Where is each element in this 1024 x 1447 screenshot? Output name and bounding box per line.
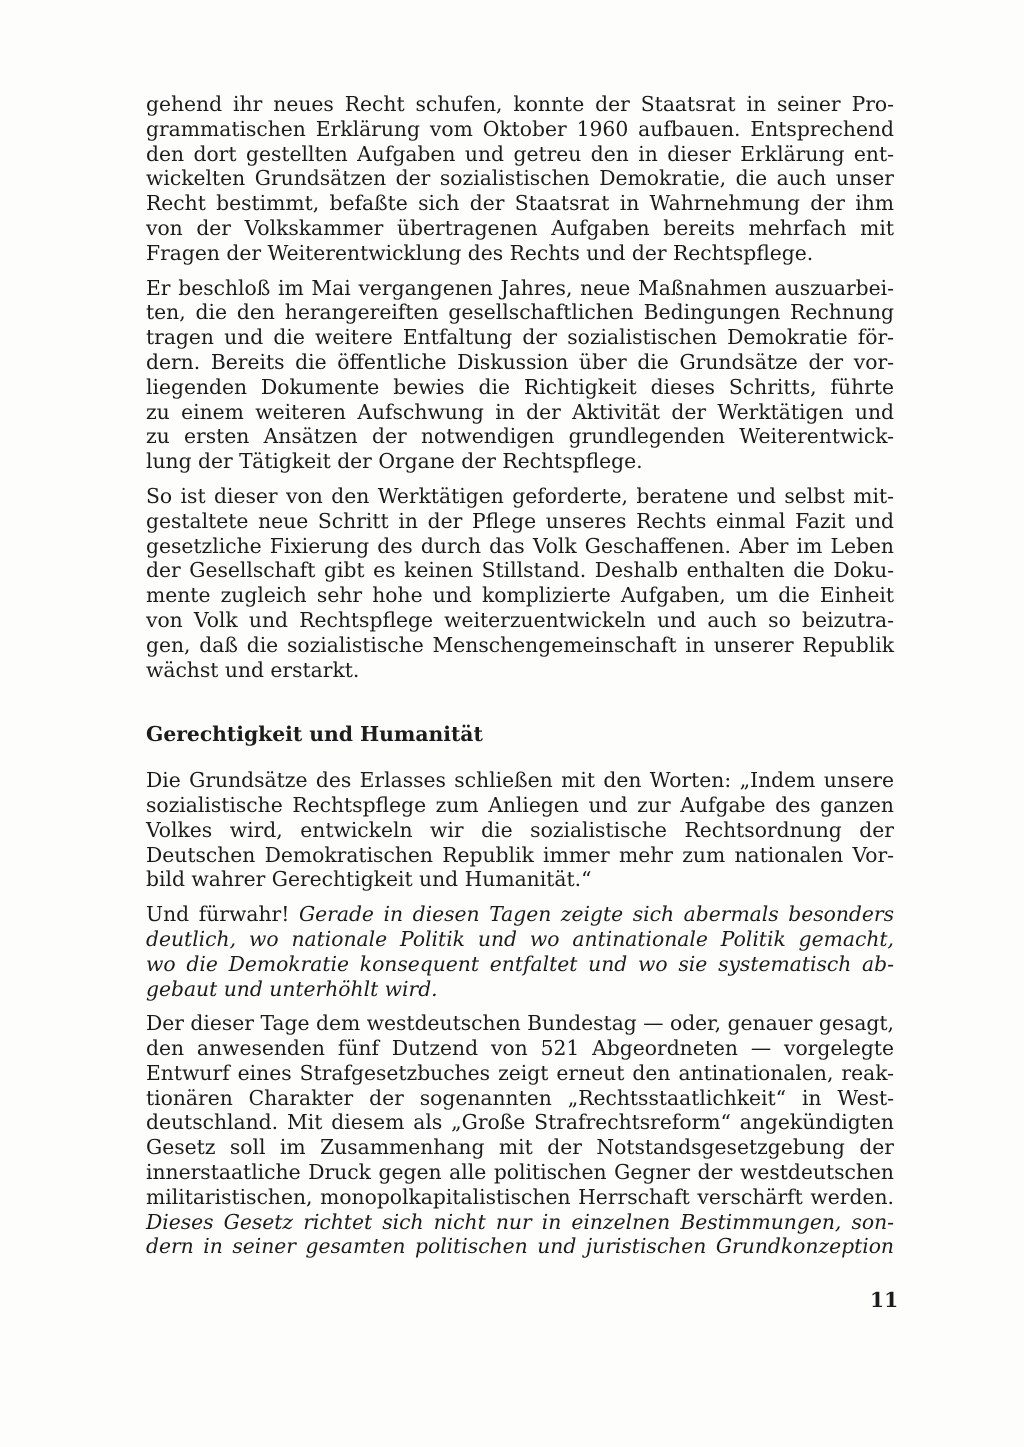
section-gap <box>146 682 894 722</box>
text-line: wo die Demokratie konsequent entfaltet und wo sie systematisch ab- <box>146 951 894 976</box>
paragraph <box>146 902 894 1001</box>
paragraph <box>146 1011 894 1259</box>
italic-text: Gerade in diesen Tagen zeigte sich abermals besonders <box>298 902 895 927</box>
text-line: ten, die den herangereiften gesellschaftlichen Bedingungen Rechnung <box>146 300 894 325</box>
text-line: gebaut und unterhöhlt wird. <box>146 976 438 1001</box>
text-line: lung der Tätigkeit der Organe der Rechtspflege. <box>146 449 643 474</box>
text-line: den dort gestellten Aufgaben und getreu den in dieser Erklärung ent- <box>146 141 894 166</box>
text-line: der Gesellschaft gibt es keinen Stillstand. Deshalb enthalten die Doku- <box>146 558 894 583</box>
text-line: zu ersten Ansätzen der notwendigen grundlegenden Weiterentwick- <box>146 424 894 449</box>
plain-text: Und fürwahr! <box>146 902 299 927</box>
text-line: Recht bestimmt, befaßte sich der Staatsrat in Wahrnehmung der ihm <box>146 191 894 216</box>
text-line: innerstaatliche Druck gegen alle politischen Gegner der westdeutschen <box>146 1160 894 1185</box>
paragraph <box>146 92 894 266</box>
paragraph <box>146 484 894 682</box>
paragraph-gap <box>146 474 894 484</box>
text-line: bild wahrer Gerechtigkeit und Humanität.“ <box>146 867 592 892</box>
paragraph <box>146 768 894 892</box>
text-line: sozialistische Rechtspflege zum Anliegen und zur Aufgabe des ganzen <box>146 792 894 817</box>
text-line: deutschland. Mit diesem als „Große Strafrechtsreform“ angekündigten <box>146 1110 894 1135</box>
text-line: Fragen der Weiterentwicklung des Rechts und der Rechtspflege. <box>146 240 814 265</box>
section-heading: Gerechtigkeit und Humanität <box>146 722 483 747</box>
text-line: deutlich, wo nationale Politik und wo antinationale Politik gemacht, <box>146 926 894 951</box>
text-line: gen, daß die sozialistische Menschengemeinschaft in unserer Republik <box>146 632 894 657</box>
text-line: liegenden Dokumente bewies die Richtigkeit dieses Schritts, führte <box>146 374 894 399</box>
text-line: Er beschloß im Mai vergangenen Jahres, neue Maßnahmen auszuarbei- <box>146 275 894 300</box>
text-line: gestaltete neue Schritt in der Pflege unseres Rechts einmal Fazit und <box>146 508 894 533</box>
text-line: Entwurf eines Strafgesetzbuches zeigt erneut den antinationalen, reak- <box>146 1060 894 1085</box>
text-line: dern. Bereits die öffentliche Diskussion über die Grundsätze der vor- <box>146 349 894 374</box>
text-line: wächst und erstarkt. <box>146 657 360 682</box>
paragraph-gap <box>146 1001 894 1011</box>
text-line: militaristischen, monopolkapitalistischen Herrschaft verschärft werden. <box>146 1184 894 1209</box>
paragraph-gap <box>146 266 894 276</box>
text-line: tragen und die weitere Entfaltung der sozialistischen Demokratie för- <box>146 325 894 350</box>
text-line <box>146 902 894 927</box>
text-line: Der dieser Tage dem westdeutschen Bundestag — oder, genauer gesagt, <box>146 1011 894 1036</box>
text-line: den anwesenden fünf Dutzend von 521 Abgeordneten — vorgelegte <box>146 1036 894 1061</box>
text-line: Gesetz soll im Zusammenhang mit der Notstandsgesetzgebung der <box>146 1135 894 1160</box>
text-line: gesetzliche Fixierung des durch das Volk Geschaffenen. Aber im Leben <box>146 533 894 558</box>
text-line: von Volk und Rechtspflege weiterzuentwickeln und auch so beizutra- <box>146 607 894 632</box>
text-line: gehend ihr neues Recht schufen, konnte der Staatsrat in seiner Pro- <box>146 92 894 116</box>
text-line: Volkes wird, entwickeln wir die sozialistische Rechtsordnung der <box>146 817 894 842</box>
text-line: Dieses Gesetz richtet sich nicht nur in einzelnen Bestimmungen, son- <box>146 1209 894 1234</box>
text-line: Deutschen Demokratischen Republik immer mehr zum nationalen Vor- <box>146 842 894 867</box>
text-line: mente zugleich sehr hohe und komplizierte Aufgaben, um die Einheit <box>146 583 894 608</box>
page-number: 11 <box>870 1288 899 1312</box>
text-column <box>146 92 894 1259</box>
text-line: wickelten Grundsätzen der sozialistischen Demokratie, die auch unser <box>146 166 894 191</box>
text-line: von der Volkskammer übertragenen Aufgaben bereits mehrfach mit <box>146 215 894 240</box>
paragraph-gap <box>146 892 894 902</box>
text-line: zu einem weiteren Aufschwung in der Aktivität der Werktätigen und <box>146 399 894 424</box>
text-line: tionären Charakter der sogenannten „Rechtsstaatlichkeit“ in West- <box>146 1085 894 1110</box>
text-line: Die Grundsätze des Erlasses schließen mit den Worten: „Indem unsere <box>146 768 894 793</box>
text-line: grammatischen Erklärung vom Oktober 1960 aufbauen. Entsprechend <box>146 116 894 141</box>
text-line: dern in seiner gesamten politischen und juristischen Grundkonzeption <box>146 1234 894 1259</box>
text-line: So ist dieser von den Werktätigen geforderte, beratene und selbst mit- <box>146 483 894 508</box>
paragraph <box>146 276 894 474</box>
